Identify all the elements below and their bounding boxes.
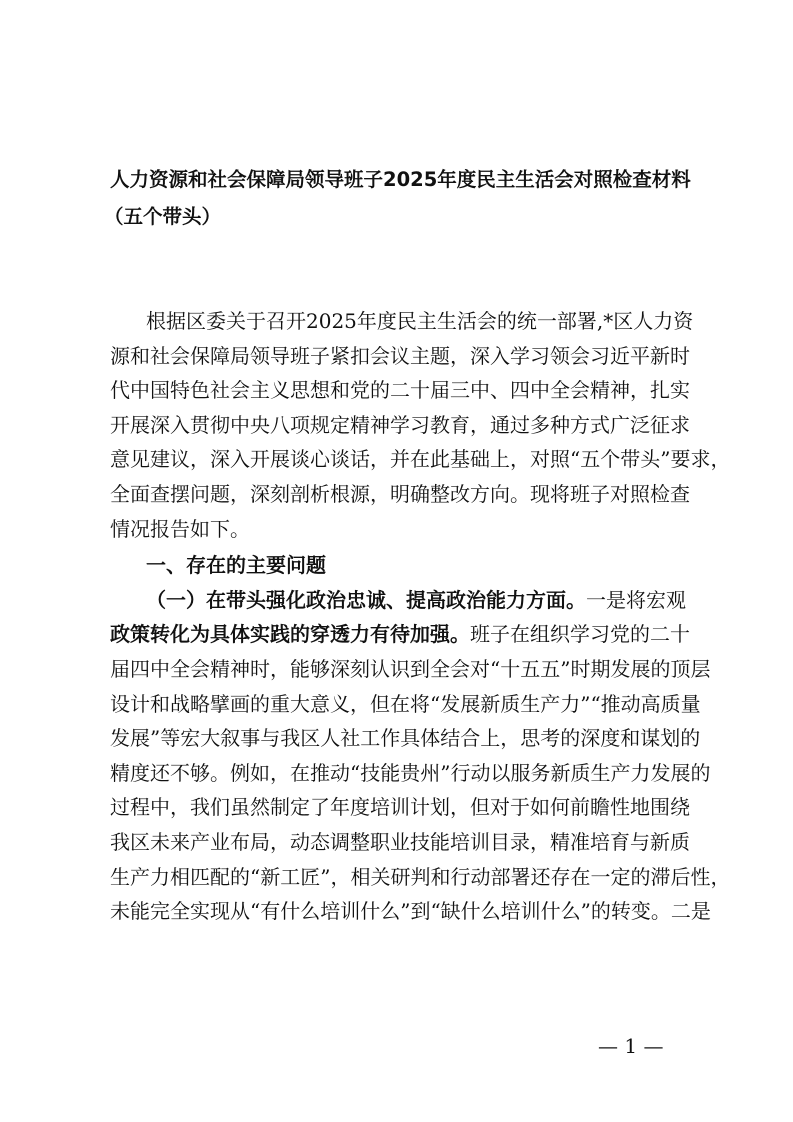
body-line: 生产力相匹配的“新工匠”，相关研判和行动部署还存在一定的滞后性， [110, 864, 731, 889]
subsection-title: （一）在带头强化政治忠诚、提高政治能力方面。 [146, 587, 586, 612]
body-line: 精度还不够。例如，在推动“技能贵州”行动以服务新质生产力发展的 [110, 760, 711, 785]
body-line: 届四中全会精神时，能够深刻认识到全会对“十五五”时期发展的顶层 [110, 656, 711, 681]
document-body [110, 304, 731, 929]
intro-line: 情况报告如下。 [110, 516, 250, 541]
intro-line: 全面查摆问题，深刻剖析根源，明确整改方向。现将班子对照检查 [110, 481, 690, 506]
document-title: 人力资源和社会保障局领导班子2025年度民主生活会对照检查材料 [110, 168, 691, 191]
body-line: 我区未来产业布局，动态调整职业技能培训目录，精准培育与新质 [110, 829, 690, 854]
page-number: — 1 — [598, 1034, 664, 1058]
intro-line: 根据区委关于召开2025年度民主生活会的统一部署,*区人力资 [146, 309, 694, 333]
intro-line: 开展深入贯彻中央八项规定精神学习教育，通过多种方式广泛征求 [110, 412, 690, 437]
intro-line: 代中国特色社会主义思想和党的二十届三中、四中全会精神，扎实 [110, 378, 690, 403]
section-heading: 一、存在的主要问题 [146, 553, 326, 578]
point-title: 政策转化为具体实践的穿透力有待加强。 [110, 622, 470, 647]
body-line: 发展”等宏大叙事与我区人社工作具体结合上，思考的深度和谋划的 [110, 726, 701, 751]
document-subtitle: （五个带头） [104, 205, 222, 228]
intro-line: 源和社会保障局领导班子紧扣会议主题，深入学习领会习近平新时 [110, 343, 690, 368]
intro-line: 意见建议，深入开展谈心谈话，并在此基础上，对照“五个带头”要求， [110, 447, 731, 472]
body-line: 过程中，我们虽然制定了年度培训计划，但对于如何前瞻性地围绕 [110, 795, 690, 820]
body-line [110, 617, 690, 652]
subsection-first-line [110, 583, 686, 618]
body-line: 未能完全实现从“有什么培训什么”到“缺什么培训什么”的转变。二是 [110, 899, 711, 924]
body-text: 班子在组织学习党的二十 [470, 622, 690, 647]
body-line: 设计和战略擘画的重大意义，但在将“发展新质生产力”“推动高质量 [110, 691, 701, 716]
body-text: 一是将宏观 [586, 587, 686, 612]
